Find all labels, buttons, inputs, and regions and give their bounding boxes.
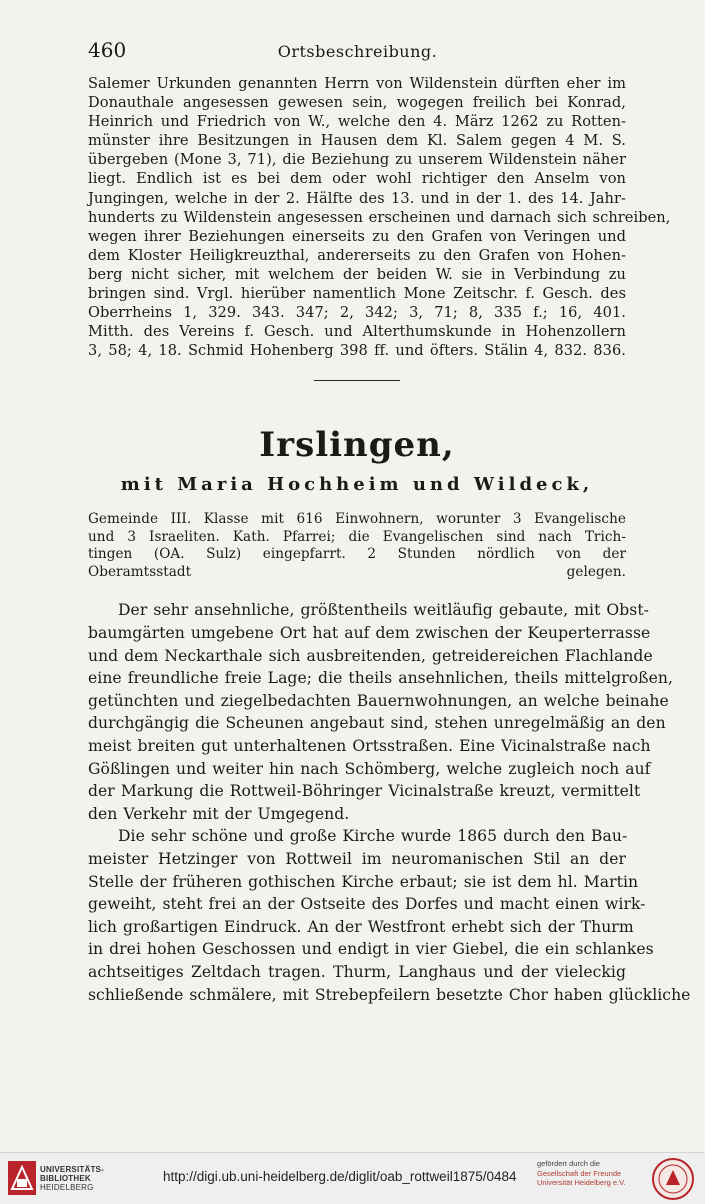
body-paragraph [88, 825, 691, 1006]
text-line: der Markung die Rottweil-Böhringer Vicinalstraße kreuzt, vermittelt [88, 782, 641, 801]
viewer-footer [0, 1152, 705, 1204]
section-divider [314, 380, 400, 381]
text-line: durchgängig die Scheunen angebaut sind, stehen unregelmäßig an den [88, 714, 666, 733]
text-line: bringen sind. Vrgl. hierüber namentlich Mone Zeitschr. f. Gesch. des [88, 285, 626, 303]
text-line: Stelle der früheren gothischen Kirche erbaut; sie ist dem hl. Martin [88, 872, 639, 891]
text-line: Die sehr schöne und große Kirche wurde 1865 durch den Bau- [118, 827, 628, 846]
body-paragraph [88, 599, 673, 825]
text-line: Donauthale angesessen gewesen sein, wogegen freilich bei Konrad, [88, 94, 626, 112]
text-line: Oberrheins 1, 329. 343. 347; 2, 342; 3, 71; 8, 335 f.; 16, 401. [88, 304, 626, 322]
text-line: Der sehr ansehnliche, größtentheils weitläufig gebaute, mit Obst- [118, 601, 649, 620]
text-line: hunderts zu Wildenstein angesessen erscheinen und darnach sich schreiben, [88, 208, 671, 226]
permalink-url[interactable]: http://digi.ub.uni-heidelberg.de/diglit/oab_rottweil1875/0484 [163, 1169, 517, 1184]
text-line: geweiht, steht frei an der Ostseite des Dorfes und macht einen wirk- [88, 895, 646, 914]
university-library-logo-icon[interactable] [8, 1161, 36, 1195]
text-line: 3, 58; 4, 18. Schmid Hohenberg 398 ff. und öfters. Stälin 4, 832. 836. [88, 342, 626, 360]
text-line: Mitth. des Vereins f. Gesch. und Alterthumskunde in Hohenzollern [88, 323, 626, 341]
text-line: münster ihre Besitzungen in Hausen dem Kl. Salem gegen 4 M. S. [88, 132, 626, 150]
text-line: den Verkehr mit der Umgegend. [88, 804, 350, 823]
running-head: Ortsbeschreibung. [277, 42, 438, 61]
text-line: meist breiten gut unterhaltenen Ortsstraßen. Eine Vicinalstraße nach [88, 736, 651, 755]
text-line: berg nicht sicher, mit welchem der beiden W. sie in Verbindung zu [88, 265, 626, 283]
text-line: liegt. Endlich ist es bei dem oder wohl richtiger den Anselm von [88, 170, 626, 188]
text-line: Jungingen, welche in der 2. Hälfte des 13. und in der 1. des 14. Jahr- [88, 189, 626, 207]
text-line: wegen ihrer Beziehungen einerseits zu den Grafen von Veringen und [88, 227, 626, 245]
text-line: tingen (OA. Sulz) eingepfarrt. 2 Stunden nördlich von der [88, 546, 626, 563]
sponsor-line: gefördert durch die [537, 1159, 600, 1168]
page-content [88, 66, 691, 1006]
text-line: eine freundliche freie Lage; die theils ansehnlichen, theils mittelgroßen, [88, 669, 673, 688]
text-line: getünchten und ziegelbedachten Bauernwohnungen, an welche beinahe [88, 691, 669, 710]
text-line: dem Kloster Heiligkreuzthal, andererseits zu den Grafen von Hohen- [88, 246, 626, 264]
text-line: übergeben (Mone 3, 71), die Beziehung zu unserem Wildenstein näher [88, 151, 626, 169]
text-line: Gößlingen und weiter hin nach Schömberg, welche zugleich noch auf [88, 759, 651, 778]
intro-paragraph [88, 511, 626, 581]
library-name-line: HEIDELBERG [40, 1183, 94, 1192]
sponsor-line: Universität Heidelberg e.V. [537, 1178, 626, 1187]
section-title: Irslingen, [259, 425, 455, 466]
library-name [40, 1165, 104, 1192]
text-line: schließende schmälere, mit Strebepfeilern besetzte Chor haben glückliche [88, 985, 691, 1004]
text-line: meister Hetzinger von Rottweil im neuromanischen Stil an der [88, 849, 626, 868]
sponsor-text [537, 1159, 626, 1188]
text-line: baumgärten umgebene Ort hat auf dem zwischen der Keuperterrasse [88, 624, 651, 642]
text-line: in drei hohen Geschossen und endigt in vier Giebel, die ein schlankes [88, 940, 654, 959]
text-line: und 3 Israeliten. Kath. Pfarrei; die Evangelischen sind nach Trich- [88, 528, 626, 545]
library-name-line: UNIVERSITÄTS- [40, 1165, 104, 1174]
text-line: Salemer Urkunden genannten Herrn von Wildenstein dürften eher im [88, 75, 626, 92]
page-header [88, 36, 627, 66]
page-number: 460 [88, 38, 127, 62]
section-subtitle: mit Maria Hochheim und Wildeck, [120, 474, 594, 496]
text-line: lich großartigen Eindruck. An der Westfront erhebt sich der Thurm [88, 917, 634, 936]
society-seal-icon[interactable] [651, 1157, 695, 1201]
text-line: Oberamtsstadt gelegen. [88, 563, 626, 580]
library-name-line: BIBLIOTHEK [40, 1174, 91, 1183]
text-line: und dem Neckarthale sich ausbreitenden, getreidereichen Flachlande [88, 646, 653, 665]
footnote-paragraph [88, 74, 671, 360]
text-line: Gemeinde III. Klasse mit 616 Einwohnern, worunter 3 Evangelische [88, 511, 626, 528]
sponsor-line: Gesellschaft der Freunde [537, 1168, 622, 1178]
text-line: achtseitiges Zeltdach tragen. Thurm, Langhaus und der vieleckig [88, 962, 626, 981]
text-line: Heinrich und Friedrich von W., welche den 4. März 1262 zu Rotten- [88, 113, 626, 131]
